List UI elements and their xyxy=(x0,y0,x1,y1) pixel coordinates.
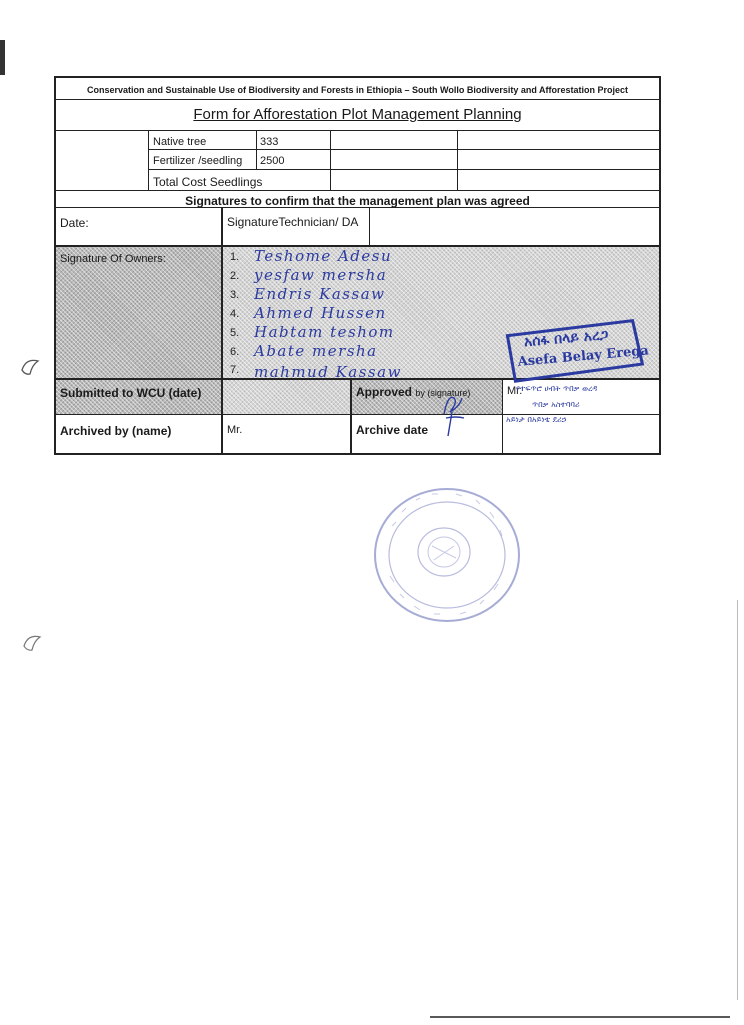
approved-word: Approved xyxy=(356,385,413,399)
owner-signature: Ahmed Hussen xyxy=(254,304,387,322)
owner-row xyxy=(230,344,490,362)
scan-right-edge xyxy=(737,600,738,1000)
scan-edge-shadow xyxy=(0,40,5,75)
owner-row xyxy=(230,306,490,324)
owner-number: 7. xyxy=(230,364,240,376)
owner-row xyxy=(230,287,490,305)
owners-label: Signature Of Owners: xyxy=(60,253,166,265)
stamp-sub-line: ጥበቃ አስተባባሪ xyxy=(532,400,580,409)
owner-number: 4. xyxy=(230,308,240,320)
stamp-amharic-name: አሰፋ በላይ አረጋ xyxy=(523,326,609,351)
owners-shade-left xyxy=(55,246,222,379)
punch-hole-icon xyxy=(20,632,48,654)
name-stamp xyxy=(501,316,650,386)
archived-label: Archived by (name) xyxy=(60,424,172,438)
total-cost-label: Total Cost Seedlings xyxy=(153,175,263,189)
owner-number: 2. xyxy=(230,270,240,282)
stamp-latin-name: Asefa Belay Erega xyxy=(517,343,650,370)
submitted-label: Submitted to WCU (date) xyxy=(60,386,202,400)
official-seal-icon xyxy=(372,486,522,624)
owner-signature: yesfaw mersha xyxy=(254,266,388,284)
owner-signature: Teshome Adesu xyxy=(254,247,393,265)
date-label: Date: xyxy=(60,216,89,230)
owner-signature: mahmud Kassaw xyxy=(254,363,402,378)
owner-number: 3. xyxy=(230,289,240,301)
technician-label: SignatureTechnician/ DA xyxy=(227,215,359,229)
owner-signature: Endris Kassaw xyxy=(254,285,386,303)
approval-signature-scribble xyxy=(438,388,468,440)
submitted-value-shade xyxy=(222,379,350,414)
stamp-sub-line: አይነታ በአይነቴ ደሪኃ xyxy=(506,415,567,424)
form-table xyxy=(54,76,661,455)
owner-number: 6. xyxy=(230,346,240,358)
owner-row xyxy=(230,362,490,378)
archive-date-label: Archive date xyxy=(356,423,429,437)
owner-signature: Abate mersha xyxy=(254,342,378,360)
owner-signature: Habtam teshom xyxy=(254,323,395,341)
owner-row xyxy=(230,249,490,267)
mr-prefix: Mr. xyxy=(507,385,523,397)
owner-number: 5. xyxy=(230,327,240,339)
fertilizer-value: 2500 xyxy=(260,155,285,167)
punch-hole-icon xyxy=(18,356,46,378)
signatures-heading: Signatures to confirm that the management plan was agreed xyxy=(185,194,530,208)
stamp-sub-line: የተፍጥሮ ሀብት ጥበቃ ወረዳ xyxy=(516,384,598,393)
fertilizer-label: Fertilizer /seedling xyxy=(153,155,243,167)
form-title: Form for Afforestation Plot Management Planning xyxy=(193,106,522,123)
native-tree-label: Native tree xyxy=(153,136,207,148)
archived-value: Mr. xyxy=(227,424,243,436)
scan-bottom-rule xyxy=(430,1016,730,1018)
owners-list xyxy=(230,246,490,378)
project-title: Conservation and Sustainable Use of Biodiversity and Forests in Ethiopia – South Wollo Biodiversity and Afforestation Project xyxy=(86,85,629,95)
owner-row xyxy=(230,325,490,343)
native-tree-value: 333 xyxy=(260,136,279,148)
owner-number: 1. xyxy=(230,251,240,263)
owner-row xyxy=(230,268,490,286)
approved-suffix: by (signature) xyxy=(415,388,471,398)
